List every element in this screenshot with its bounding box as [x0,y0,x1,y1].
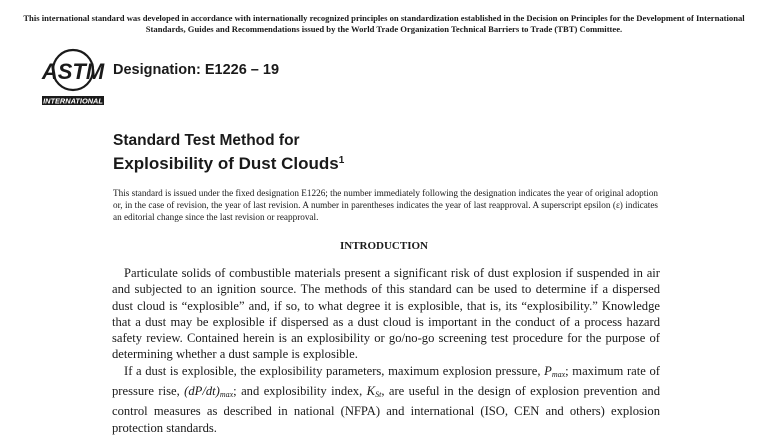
astm-logo-graphic [40,46,106,108]
introduction-paragraph-1: Particulate solids of combustible materials present a significant risk of dust explosion if suspended in air and subjected to an ignition source. The methods of this standard can be used to determine if a dispersed dust cloud is “explosible” and, if so, to what degree it is explosible, that is, its “explosibility.” Knowledge that a dust may be explosible if dispersed as a dust cloud is important in the conduct of a process hazard safety review. Contained herein is an explosibility or go/no-go screening test procedure for the purpose of determining whether a dust sample is explosible. [112,266,660,362]
title-line-2 [113,151,673,174]
title-footnote-mark: 1 [338,155,345,166]
issue-note: This standard is issued under the fixed designation E1226; the number immediately following the designation indicates the year of original adoption or, in the case of revision, the year of last revision. A number in parentheses indicates the year of last reapproval. A superscript epsilon (ε) indicates an editorial change since the last revision or reapproval. [113,188,659,223]
document-title [113,131,673,174]
astm-logo-icon [40,46,106,108]
introduction-heading: INTRODUCTION [339,240,428,252]
kst-symbol: K [366,384,376,399]
rate-subscript: max [219,390,234,400]
pmax-subscript: max [551,369,566,379]
title-line-2-text: Explosibility of Dust Clouds [113,154,339,173]
p2-text-3: ; and explosibility index, [233,384,367,399]
logo-wordmark: ASTM [41,59,105,84]
kst-subscript: St [375,390,382,400]
p2-text-2: ; maximum rate of pressure rise, [112,363,660,399]
introduction-paragraph-2 [112,363,660,436]
rate-symbol: (dP/dt) [184,384,220,399]
pmax-symbol: P [544,363,552,378]
p2-text-1: If a dust is explosible, the explosibility parameters, maximum explosion pressure, [124,363,545,378]
logo-label: INTERNATIONAL [43,96,103,106]
designation: Designation: E1226 – 19 [113,62,280,78]
p2-text-4: , are useful in the design of explosion prevention and control measures as described in national (NFPA) and international (ISO, CEN and others) explosion protection standards. [112,384,661,435]
introduction-body [112,265,660,436]
title-line-1: Standard Test Method for [113,132,300,149]
top-notice: This international standard was developed in accordance with internationally recognized principles on standardization established in the Decision on Principles for the Development of International Standards, Guides and Recommendations issued by the World Trade Organization Technical Barriers to Trade (TBT) Committee. [23,13,745,34]
